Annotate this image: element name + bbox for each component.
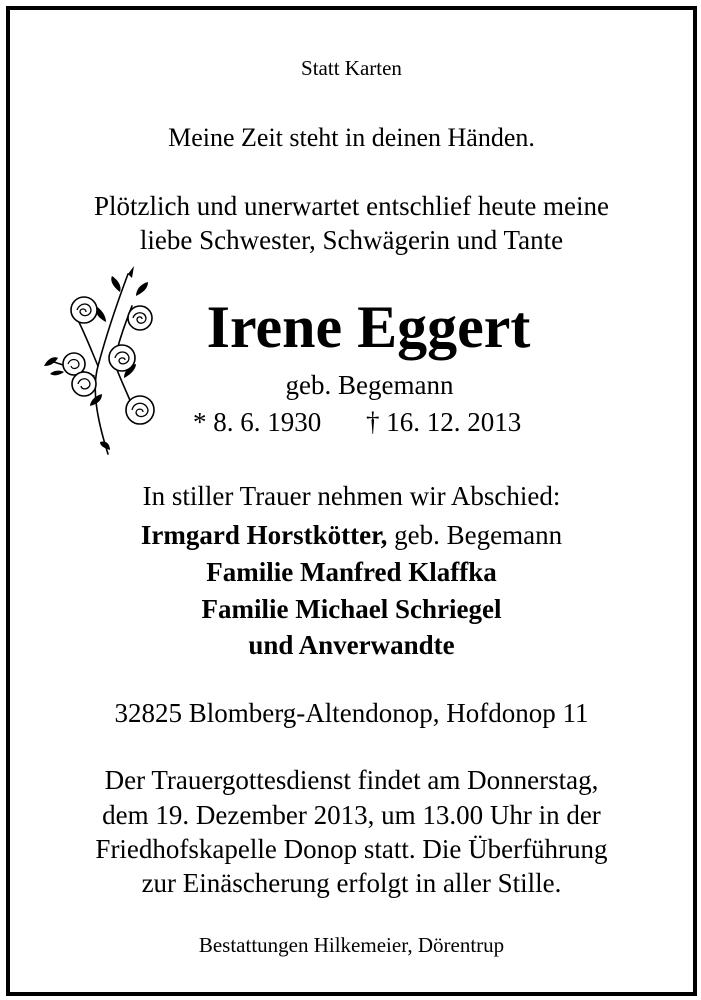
roses-icon (36, 266, 166, 458)
intro-line-2: liebe Schwester, Schwägerin und Tante (139, 225, 564, 255)
intro-line-1: Plötzlich und unerwartet entschlief heute meine (93, 191, 610, 221)
service-line-4: zur Einäscherung erfolgt in aller Stille. (141, 868, 562, 898)
footer-text: Bestattungen Hilkemeier, Dörentrup (198, 933, 505, 957)
service-line-1: Der Trauergottesdienst findet am Donnerstag, (104, 765, 599, 795)
service-line-3: Friedhofskapelle Donop statt. Die Überführung (95, 834, 608, 864)
mourners-heading: In stiller Trauer nehmen wir Abschied: (142, 481, 561, 511)
verse: Meine Zeit steht in deinen Händen. (168, 123, 535, 152)
death-date: † 16. 12. 2013 (366, 407, 522, 437)
header-text: Statt Karten (301, 56, 402, 80)
notice-frame (6, 6, 697, 996)
mourner-line-3: Familie Michael Schriegel (201, 594, 502, 624)
mourner-line-2: Familie Manfred Klaffka (206, 557, 497, 587)
mourner-first-maiden: geb. Begemann (394, 520, 563, 550)
maiden-name: geb. Begemann (285, 370, 454, 400)
service-line-2: dem 19. Dezember 2013, um 13.00 Uhr in der (102, 800, 601, 830)
mourner-first-name: Irmgard Horstkötter, (140, 520, 388, 550)
mourner-line-1 (10, 522, 693, 549)
deceased-name: Irene Eggert (206, 294, 531, 360)
mourner-line-4: und Anverwandte (248, 630, 455, 660)
birth-date: * 8. 6. 1930 (193, 407, 322, 437)
address: 32825 Blomberg-Altendonop, Hofdonop 11 (114, 698, 589, 728)
